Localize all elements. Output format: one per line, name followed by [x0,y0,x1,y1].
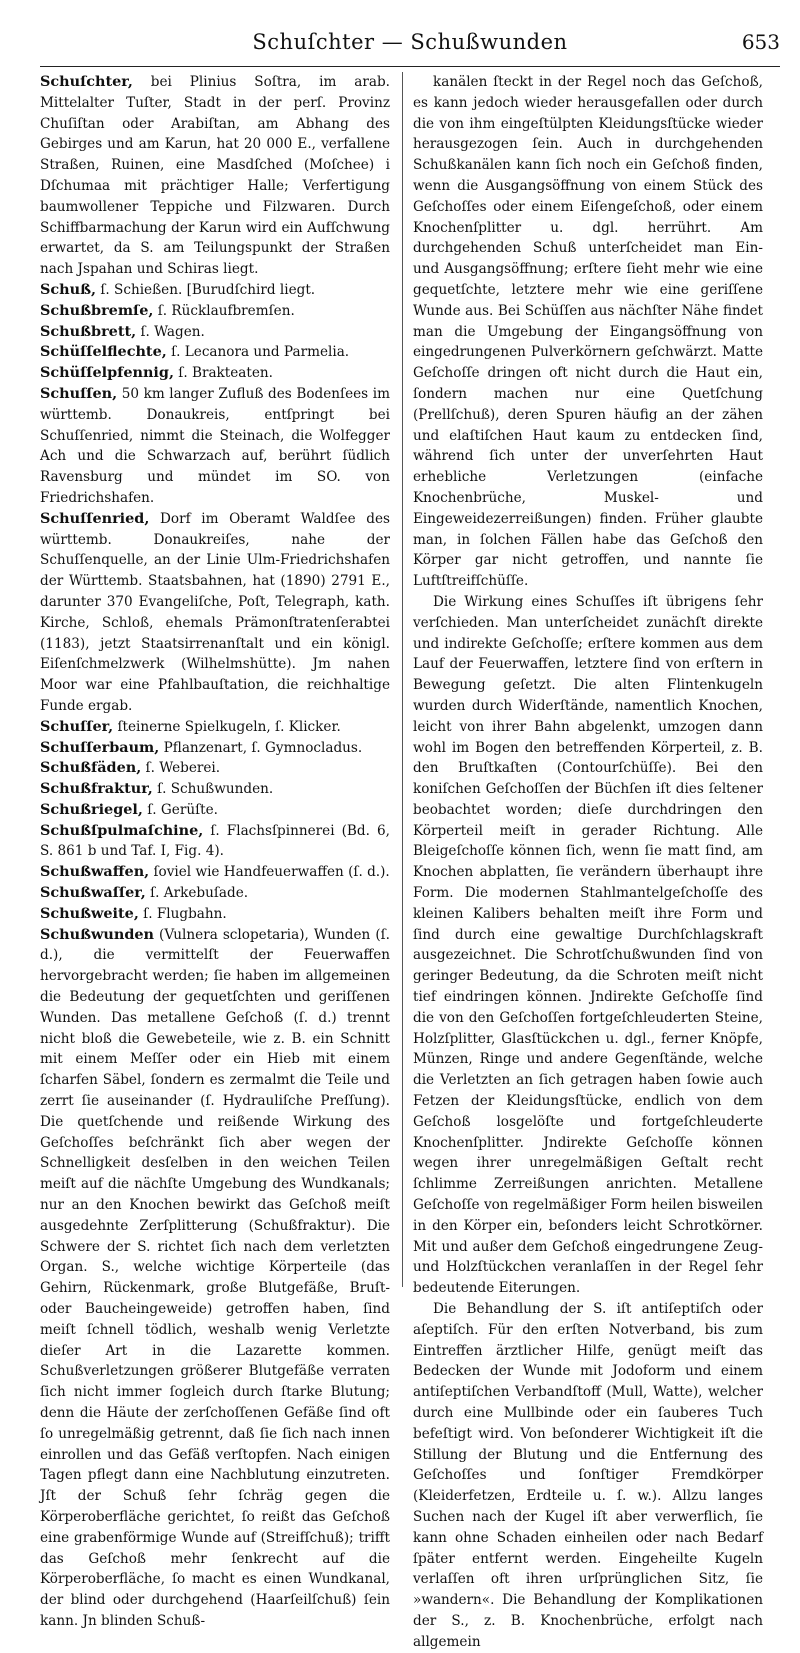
entry-text: Die Behandlung der S. iſt antiſeptiſch oder aſeptiſch. Für den erſten Notverband, bis zum Eintreffen ärztlicher Hilfe, genügt meiſt das Bedecken der Wunde mit Jodoform und einem antiſeptiſchen Verbandſtoff (Mull, Watte), welcher durch eine Mullbinde oder ein ſauberes Tuch befeſtigt wird. Von beſonderer Wichtigkeit iſt die Stillung der Blutung und die Entfernung des Geſchoſſes und ſonſtiger Fremdkörper (Kleiderfetzen, Erdteile u. ſ. w.). Allzu langes Suchen nach der Kugel iſt aber verwerflich, ſie kann ohne Schaden einheilen oder nach Bedarf ſpäter entfernt werden. Eingeheilte Kugeln verlaſſen oft ihren urſprünglichen Sitz, ſie »wandern«. Die Behandlung der Komplikationen der S., z. B. Knochenbrüche, erfolgt nach allgemein [413,1301,763,1650]
dictionary-entry [40,821,390,863]
entry-text: 50 km langer Zufluß des Bodenſees im württemb. Donaukreis, entſpringt bei Schuſſenried, nimmt die Steinach, die Wolfegger Ach und die Schwarzach auf, berührt ſüdlich Ravensburg und mündet im SO. von Friedrichshafen. [40,385,390,506]
entry-text: Die Wirkung eines Schuſſes iſt übrigens ſehr verſchieden. Man unterſcheidet zunächſt direkte und indirekte Geſchoſſe; erſtere kommen aus dem Lauf der Feuerwaffen, letztere ſind von erſtern in Bewegung geſetzt. Die alten Flintenkugeln wurden durch Widerſtände, namentlich Knochen, leicht von ihrer Bahn abgelenkt, umzogen dann wohl im Bogen den betreffenden Körperteil, z. B. den Bruſtkaſten (Contourſchüſſe). Bei den koniſchen Geſchoſſen der Büchſen iſt dies ſeltener beobachtet worden; dieſe durchdringen den Körperteil meiſt in gerader Richtung. Alle Bleigeſchoſſe können ſich, wenn ſie matt ſind, am Knochen abplatten, ſie verändern überhaupt ihre Form. Die modernen Stahlmantelgeſchoſſe des kleinen Kalibers behalten meiſt ihre Form und ſind durch eine gewaltige Durchſchlagskraft ausgezeichnet. Die Schrotſchußwunden ſind von geringer Bedeutung, da die Schroten meiſt nicht tief eindringen können. Jndirekte Geſchoſſe ſind die von den Geſchoſſen fortgeſchleuderten Steine, Holzſplitter, Glasſtückchen u. dgl., ferner Knöpfe, Münzen, Ringe und andere Gegenſtände, welche die Verletzten an ſich getragen haben ſowie auch Fetzen der Kleidungsſtücke, endlich von dem Geſchoß losgelöſte und fortgeſchleuderte Knochenſplitter. Jndirekte Geſchoſſe können wegen ihrer unregelmäßigen Geſtalt recht ſchlimme Zerreißungen anrichten. Metallene Geſchoſſe von regelmäßiger Form heilen bisweilen in den Körper ein, beſonders leicht Schrotkörner. Mit und außer dem Geſchoß eingedrungene Zeug- und Holzſtückchen veranlaſſen in der Regel ſehr bedeutende Eiterungen. [413,593,763,1297]
entry-text: ſ. Arkebuſade. [145,885,249,902]
dictionary-entry [40,904,390,925]
dictionary-entry [40,72,390,280]
page-number: 653 [741,30,780,54]
entry-text: ſ. Schußwunden. [152,781,274,798]
entry-headword: Schußſpulmaſchine, [40,821,204,839]
dictionary-entry [40,301,390,322]
dictionary-entry [40,758,390,779]
entry-headword: Schuß, [40,280,97,298]
entry-headword: Schuſſerbaum, [40,738,160,756]
entry-text: ſ. Rücklaufbremſen. [153,302,295,319]
entry-text: ſteinerne Spielkugeln, ſ. Klicker. [113,718,341,735]
column-divider [402,72,403,1287]
dictionary-entry [40,925,390,1632]
dictionary-entry [40,509,390,717]
dictionary-entry [40,862,390,883]
entry-text: Dorf im Oberamt Waldſee des württemb. Donaukreiſes, nahe der Schuſſenquelle, an der Linie Ulm-Friedrichshafen der Württemb. Staatsbahnen, hat (1890) 2791 E., darunter 370 Evangeliſche, Poſt, Telegraph, kath. Kirche, Schloß, ehemals Prämonſtratenſerabtei (1183), jetzt Staatsirrenanſtalt und ein königl. Eiſenſchmelzwerk (Wilhelmshütte). Jm nahen Moor war eine Pfahlbauſtation, die reichhaltige Funde ergab. [40,510,390,714]
dictionary-entry [40,342,390,363]
entry-text: ſ. Gerüſte. [142,801,218,818]
entry-headword: Schußwaſſer, [40,884,146,902]
dictionary-entry [40,363,390,384]
entry-headword: Schußweite, [40,904,139,922]
entry-headword: Schuſſen, [40,384,118,402]
dictionary-entry [40,717,390,738]
entry-headword: Schüſſelflechte, [40,343,167,361]
right-column [413,72,763,1650]
entry-text: (Vulnera sclopetaria), Wunden (ſ. d.), die vermittelſt der Feuerwaffen hervorgebracht werden; ſie haben im allgemeinen die Bedeutung der gequetſchten und geriſſenen Wunden. Das metallene Geſchoß (ſ. d.) trennt nicht bloß die Gewebeteile, wie z. B. ein Schnitt mit einem Meſſer oder ein Hieb mit einem ſcharfen Säbel, ſondern es zermalmt die Teile und zerrt ſie auseinander (ſ. Hydrauliſche Preſſung). Die quetſchende und reißende Wirkung des Geſchoſſes beſchränkt ſich aber wegen der Schnelligkeit desſelben in den weichen Teilen meiſt auf die nächſte Umgebung des Wundkanals; nur an den Knochen bewirkt das Geſchoß meiſt ausgedehnte Zerſplitterung (Schußfraktur). Die Schwere der S. richtet ſich nach dem verletzten Organ. S., welche wichtige Körperteile (das Gehirn, Rückenmark, große Blutgefäße, Bruſt- oder Baucheingeweide) getroffen haben, ſind meiſt ſchnell tödlich, weshalb wenig Verletzte dieſer Art in die Lazarette kommen. Schußverletzungen größerer Blutgefäße verraten ſich nicht immer ſogleich durch ſtarke Blutung; denn die Häute der zerſchoſſenen Gefäße ſind oft ſo unregelmäßig getrennt, daß ſie ſich nach innen einrollen und das Gefäß verſtopfen. Nach einigen Tagen pflegt dann eine Nachblutung einzutreten. Jſt der Schuß ſehr ſchräg gegen die Körperoberfläche gerichtet, ſo reißt das Geſchoß eine grabenförmige Wunde auf (Streifſchuß); trifft das Geſchoß mehr ſenkrecht auf die Körperoberfläche, ſo macht es einen Wundkanal, der blind oder durchgehend (Haarſeilſchuß) ſein kann. Jn blinden Schuß- [40,926,390,1629]
left-column [40,72,390,1629]
entry-headword: Schußbremſe, [40,301,154,319]
entry-headword: Schüſſelpfennig, [40,364,174,382]
paragraph [413,1299,763,1653]
entry-text: kanälen ſteckt in der Regel noch das Geſchoß, es kann jedoch wieder herausgefallen oder durch die von ihm eingeſtülpten Kleidungsſtücke wieder herausgezogen ſein. Auch in durchgehenden Schußkanälen kann ſich noch ein Geſchoß finden, wenn die Ausgangsöffnung von einem Stück des Geſchoſſes oder einem Eiſengeſchoß, oder einem Knochenſplitter u. dgl. herrührt. Am durchgehenden Schuß unterſcheidet man Ein- und Ausgangsöffnung; erſtere ſieht mehr wie eine gequetſchte, letztere mehr wie eine geriſſene Wunde aus. Bei Schüſſen aus nächſter Nähe findet man die Umgebung der Eingangsöffnung von eingedrungenen Pulverkörnern geſchwärzt. Matte Geſchoſſe dringen oft nicht durch die Haut ein, ſondern machen nur eine Quetſchung (Prellſchuß), deren Spuren häufig an der zähen und elaſtiſchen Haut kaum zu entdecken ſind, während ſich unter der unverſehrten Haut erhebliche Verletzungen (einfache Knochenbrüche, Muskel- und Eingeweidezerreißungen) finden. Früher glaubte man, in ſolchen Fällen habe das Geſchoß den Körper gar nicht getroffen, und nannte ſie Luftſtreifſchüſſe. [413,74,763,590]
entry-headword: Schußriegel, [40,800,143,818]
entry-headword: Schuſſenried, [40,509,150,527]
entry-headword: Schußwaffen, [40,863,150,881]
paragraph [413,72,763,592]
entry-text: ſ. Lecanora und Parmelia. [166,344,350,361]
entry-headword: Schußbrett, [40,322,137,340]
dictionary-entry [40,322,390,343]
entry-text: bei Plinius Soſtra, im arab. Mittelalter Tuſter, Stadt in der perſ. Provinz Chuſiſtan oder Arabiſtan, am Abhang des Gebirges und am Karun, hat 20 000 E., verfallene Straßen, Ruinen, eine Masdſched (Moſchee) i Dſchumaa mit prächtiger Halle; Verfertigung baumwollener Teppiche und Filzwaren. Durch Schiffbarmachung der Karun wird ein Aufſchwung erwartet, da S. am Teilungspunkt der Straßen nach Jspahan und Schiras liegt. [40,74,390,278]
dictionary-entry [40,738,390,759]
dictionary-entry [40,800,390,821]
entry-headword: Schuſchter, [40,73,133,90]
entry-text: Pflanzenart, ſ. Gymnocladus. [159,739,363,756]
entry-headword: Schußfäden, [40,759,142,777]
dictionary-entry [40,280,390,301]
entry-text: ſ. Flachsſpinnerei (Bd. 6, S. 861 b und Taf. I, Fig. 4). [40,822,390,860]
dictionary-entry [40,883,390,904]
entry-text: ſ. Brakteaten. [173,365,273,382]
entry-headword: Schußfraktur, [40,780,153,798]
header-rule [40,66,780,67]
dictionary-entry [40,384,390,509]
entry-headword: Schuſſer, [40,717,114,735]
entry-headword: Schußwunden [40,925,155,943]
entry-text: ſoviel wie Handfeuerwaffen (ſ. d.). [149,864,390,881]
entry-text: ſ. Wagen. [136,323,205,340]
entry-text: ſ. Flugbahn. [138,905,227,922]
page-header [40,30,780,64]
entry-text: ſ. Weberei. [141,760,221,777]
entry-text: ſ. Schießen. [Burudſchird liegt. [96,281,316,298]
running-head: Schuſchter — Schußwunden [252,30,568,54]
paragraph [413,592,763,1299]
dictionary-entry [40,779,390,800]
